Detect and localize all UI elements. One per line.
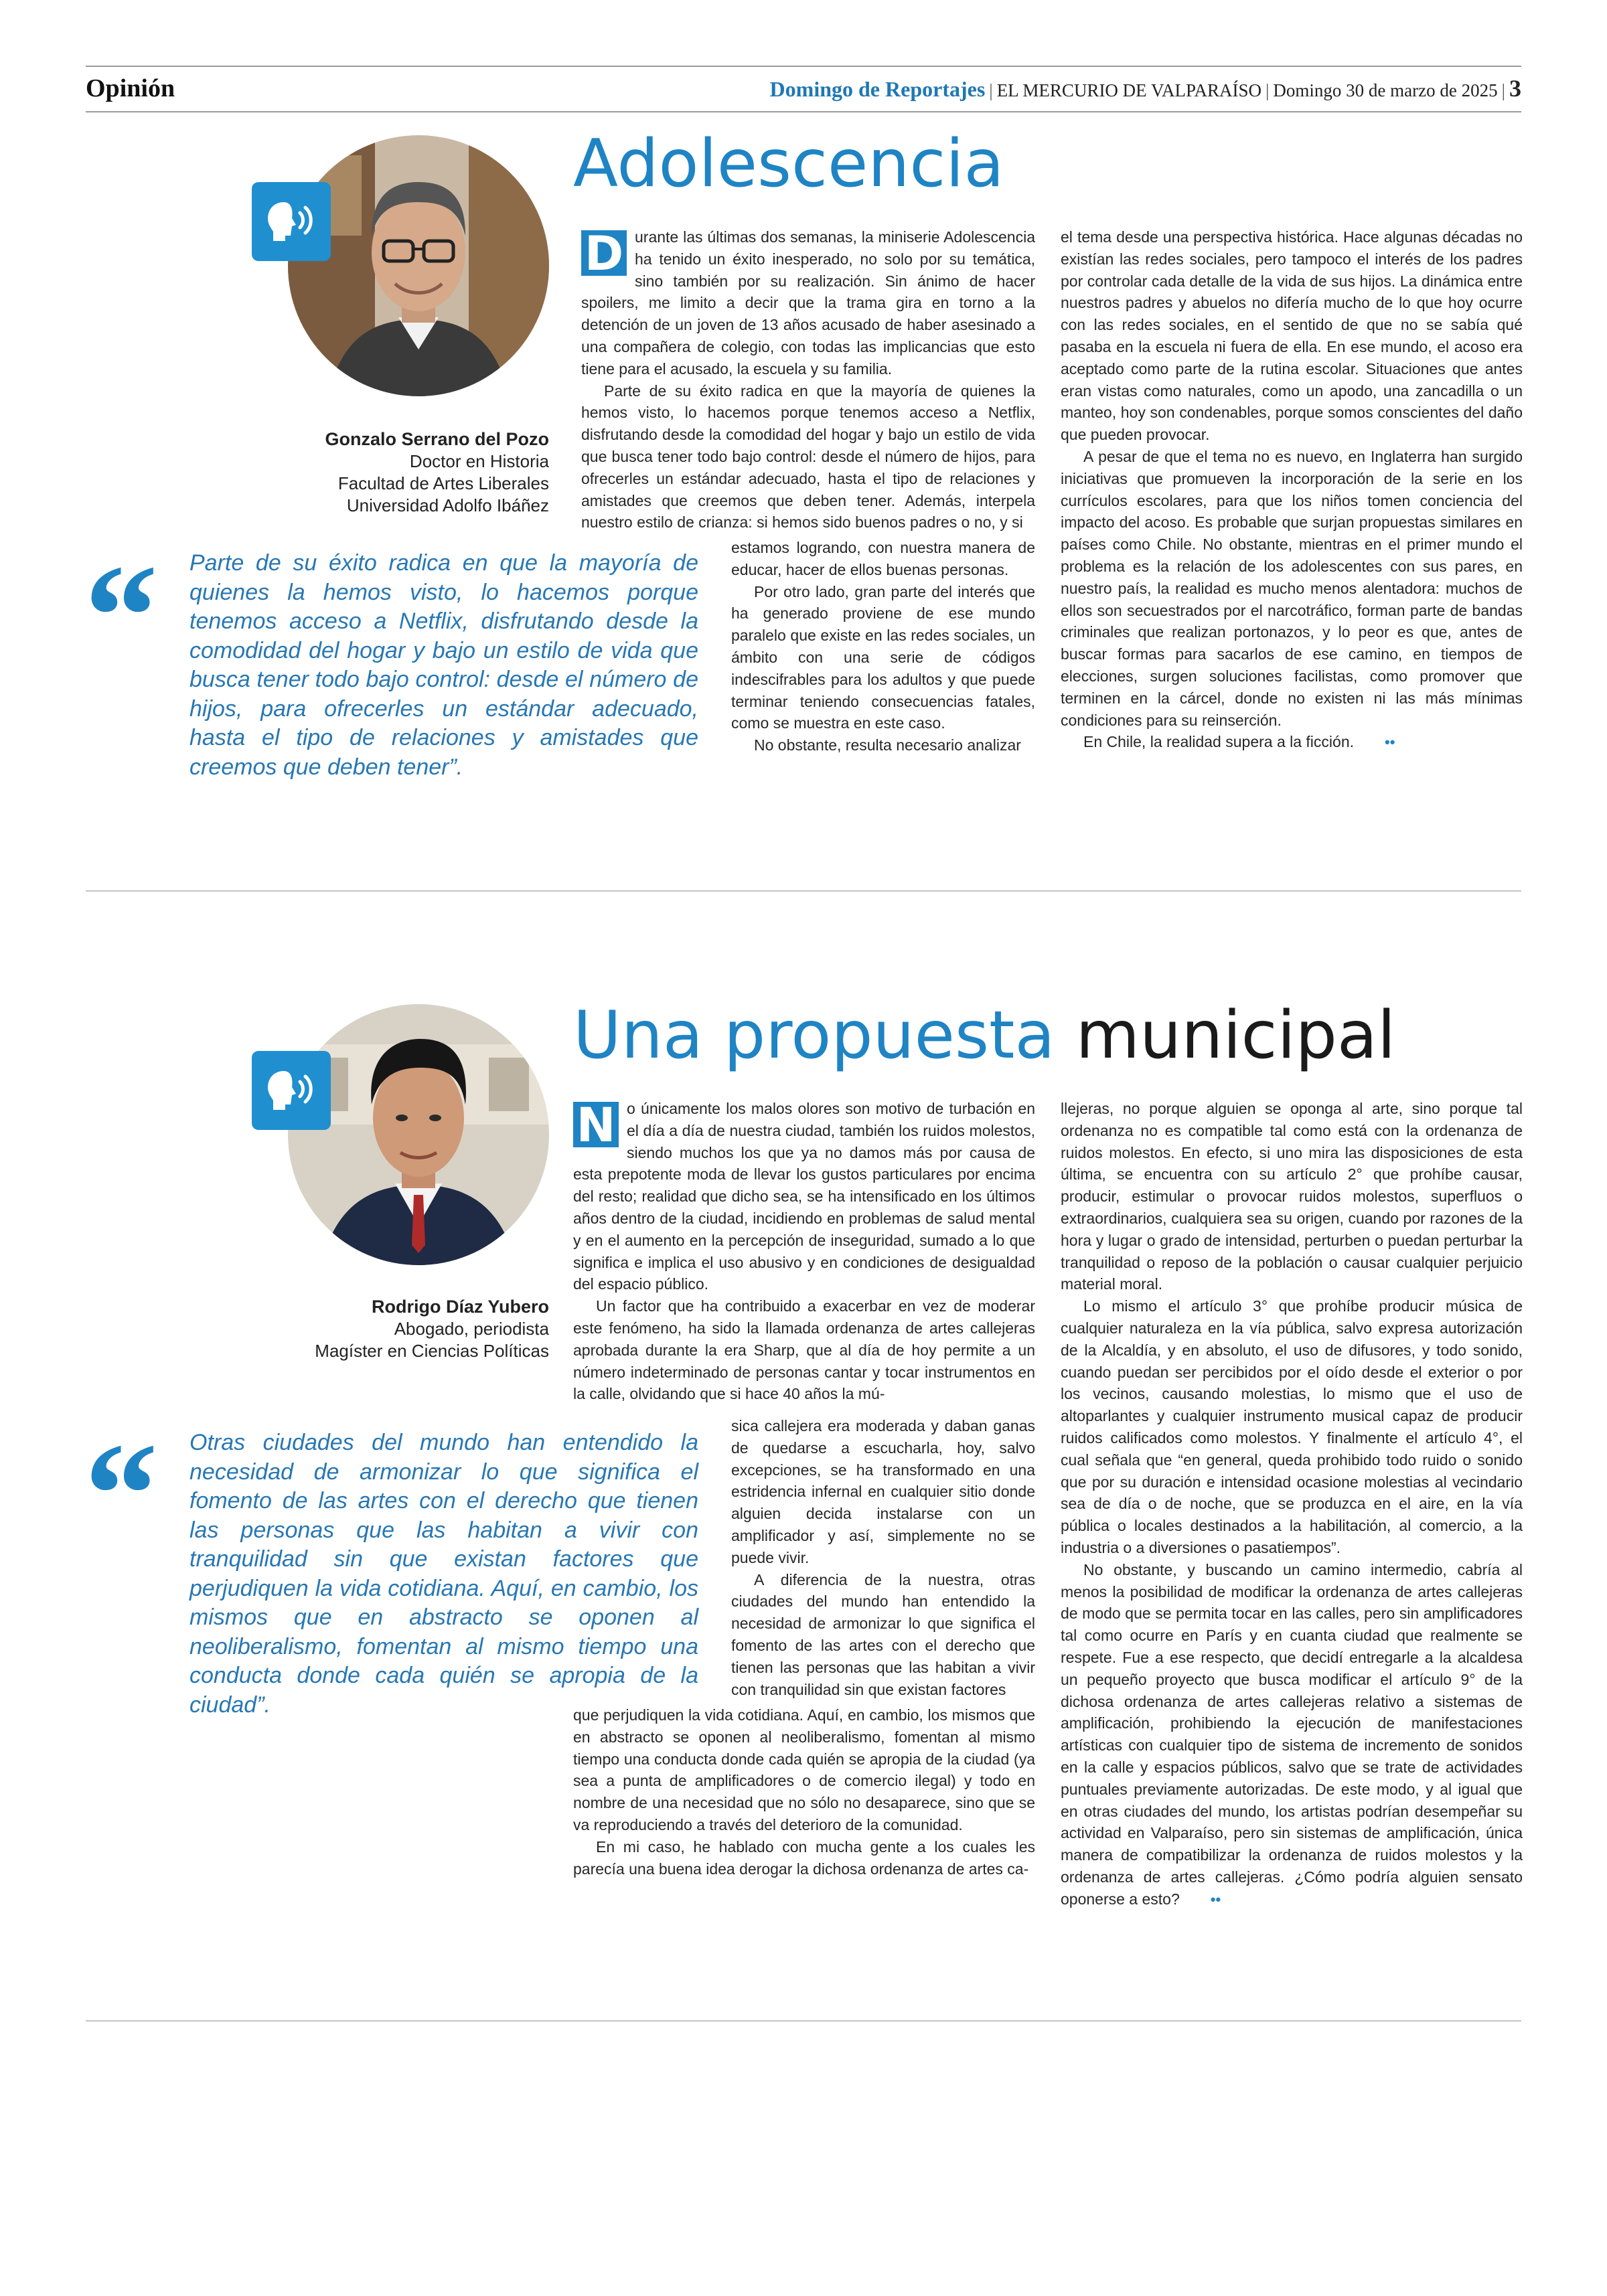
author-credential-2: Magíster en Ciencias Políticas	[315, 1341, 549, 1361]
author-photo	[288, 1004, 549, 1265]
paragraph: No obstante, y buscando un camino intermedio, cabría al menos la posibilidad de modificar la ordenanza de artes callejeras de modo que se permita tocar en las calles, pero sin amplificadores tal como ocurre en París y en cuanta ciudad que realmente se respete. Fue a ese respecto, que decidí entregarle a la alcaldesa un pequeño proyecto que busca modificar el artículo 9° de la dichosa ordenanza de artes callejeras relativo a sistemas de amplificación, prohibiendo la ejecución de manifestaciones artísticas con cualquier tipo de sistema de incremento de sonidos en la calle y espacios públicos, salvo que se trate de actividades puntuales previamente autorizadas. De este modo, y al igual que en otras ciudades del mundo, los artistas podrían desempeñar su actividad en Valparaíso, pero sin sistemas de amplificación, única manera de compatibilizar la ordenanza de ruidos molestos y la ordenanza de artes callejeras. ¿Cómo podría alguien sensato oponerse a esto? ••	[1061, 1559, 1523, 1911]
quote-mark-icon: “	[84, 1412, 158, 1576]
paragraph: o únicamente los malos olores son motivo de turbación en el día a día de nuestra ciudad, también los ruidos molestos, siendo muchos los que ya no damos más por causa de esta prepotente moda de llevar los gustos particulares por encima del resto; realidad que dicho sea, se ha intensificado en los últimos años dentro de la ciudad, incidiendo en problemas de salud mental y en el aumento en la percepción de inseguridad, sumado a lo que significa e implica el uso abusivo y en condiciones de desigualdad del espacio público.	[573, 1100, 1035, 1293]
issue-date: Domingo 30 de marzo de 2025	[1273, 80, 1498, 100]
paragraph: llejeras, no porque alguien se oponga al arte, sino porque tal ordenanza no es compatible tal como está con la ordenanza de ruidos molestos. En efecto, si uno mira las disposiciones de esta última, se encuentra con su artículo 2° que prohíbe causar, producir, estimular o provocar ruidos molestos, superfluos o extraordinarios, cualquiera sea su origen, cuando por razones de la hora y lugar o grado de intensidad, perturben o puedan perturbar la tranquilidad o reposo de la población o causar cualquier perjuicio material moral.	[1061, 1100, 1523, 1293]
article-column-1-middle	[731, 1415, 1035, 1700]
drop-cap: D	[581, 230, 627, 276]
paragraph: Un factor que ha contribuido a exacerbar en vez de moderar este fenómeno, ha sido la llamada ordenanza de artes callejeras aprobada durante la era Sharp, que al día de hoy permite a un número indeterminado de personas cantar y tocar instrumentos en la calle, olvidando que si hace 40 años la mú-	[573, 1297, 1035, 1403]
newspaper-name: EL MERCURIO DE VALPARAÍSO	[996, 80, 1261, 100]
supplement-name: Domingo de Reportajes	[769, 77, 986, 101]
paragraph: A diferencia de la nuestra, otras ciudades del mundo han entendido la necesidad de armonizar lo que significa el fomento de las artes con el derecho que tienen las personas que las habitan a vivir con tranquilidad sin que existan factores	[731, 1570, 1035, 1698]
drop-cap: N	[573, 1102, 619, 1147]
paragraph: En mi caso, he hablado con mucha gente a los cuales les parecía una buena idea derogar la dichosa ordenanza de artes ca-	[573, 1837, 1035, 1878]
paragraph: Parte de su éxito radica en que la mayoría de quienes la hemos visto, lo hacemos porque tenemos acceso a Netflix, disfrutando desde la comodidad del hogar y bajo un estilo de vida que busca tener todo bajo control: desde el número de hijos, para ofrecerles un estándar adecuado, hasta el tipo de relaciones y amistades que creemos que deben tener. Además, interpela nuestro estilo de crianza: si hemos sido buenos padres o no, y si	[581, 382, 1035, 531]
paragraph: el tema desde una perspectiva histórica. Hace algunas décadas no existían las redes sociales, pero tampoco el interés de los padres por controlar cada detalle de la vida de sus hijos. La dinámica entre nuestros padres y abuelos no difería mucho de lo que hoy ocurre con las redes sociales, en el sentido de que no se sabía qué pasaba en la escuela ni fuera de ella. En ese mundo, el acoso era aceptado como parte de la rutina escolar. Situaciones que antes eran vistas como naturales, como un apodo, una zancadilla o un manteo, hoy son condenables, porque somos conscientes del daño que pueden provocar.	[1061, 228, 1523, 444]
end-of-article-icon: ••	[1385, 734, 1395, 751]
header-bottom-rule	[86, 111, 1521, 112]
headline-accent: Adolescencia	[573, 126, 1004, 202]
quote-mark-icon: “	[84, 534, 158, 698]
headline-plain: municipal	[1075, 997, 1396, 1074]
pull-quote: Otras ciudades del mundo han entendido la necesidad de armonizar lo que significa el fomento de las artes con el derecho que tienen las personas que las habitan a vivir con tranquilidad sin que existan factores que perjudiquen la vida cotidiana. Aquí, en cambio, los mismos que en abstracto se oponen al neoliberalismo, fomentan al mismo tiempo una conducta donde cada quién se apropia de la ciudad”.	[189, 1430, 698, 1718]
voice-speaker-icon	[252, 182, 331, 261]
author-name: Gonzalo Serrano del Pozo	[325, 429, 549, 449]
article-column-1	[573, 1098, 1035, 1405]
article-column-1-lower	[731, 537, 1035, 756]
article-headline	[573, 999, 1395, 1072]
headline-accent: Una propuesta	[573, 997, 1055, 1074]
article-propuesta-municipal	[0, 991, 1607, 1995]
article-separator	[86, 890, 1521, 892]
article-column-2	[1061, 1098, 1523, 1910]
paragraph: En Chile, la realidad supera a la ficción. ••	[1061, 731, 1523, 754]
paragraph: urante las últimas dos semanas, la miniserie Adolescencia ha tenido un éxito inesperado, no solo por su temática, sino también por su realización. Sin ánimo de hacer spoilers, me limito a decir que la trama gira en torno a la detención de un joven de 13 años acusado de haber asesinado a una compañera de colegio, con todas las implicancias que esto tiene para el acusado, la escuela y su familia.	[581, 228, 1035, 378]
article-headline	[573, 127, 1004, 201]
article-column-2	[1061, 226, 1523, 754]
author-credential-3: Universidad Adolfo Ibáñez	[346, 495, 549, 515]
article-column-1	[581, 226, 1035, 534]
author-byline	[241, 1296, 549, 1362]
page-number: 3	[1509, 75, 1521, 102]
author-photo	[288, 135, 549, 396]
paragraph: que perjudiquen la vida cotidiana. Aquí, en cambio, los mismos que en abstracto se oponen al neoliberalismo, fomentan al mismo tiempo una conducta donde cada quién se apropia de la ciudad (ya sea a punta de amplificadores o de comercio ilegal) y todo en nombre de una necesidad que no sólo no desaparece, sino que se va reproduciendo a través del deterioro de la comunidad.	[573, 1706, 1035, 1833]
paragraph: Lo mismo el artículo 3° que prohíbe producir música de cualquier naturaleza en la vía pública, salvo expresa autorización de la Alcaldía, y en absoluto, el uso de difusores, y todo sonido, cuando puedan ser percibidos por el oído desde el exterior o por los vecinos, causando molestias, lo mismo que el uso de altoparlantes y cualquier instrumento musical capaz de producir ruidos calificados como molestos. Y finalmente el artículo 4°, el cual señala que “en general, queda prohibido todo ruido o sonido que por su duración e intensidad ocasione molestias al vecindario sea de día o de noche, que se produzca en el aire, en la vía pública o locales destinados a la habilitación, al comercio, a la industria o a diversiones o pasatiempos”.	[1061, 1297, 1523, 1556]
author-byline	[241, 428, 549, 517]
article-adolescencia	[0, 120, 1607, 890]
author-credential-2: Facultad de Artes Liberales	[337, 473, 549, 493]
paragraph: sica callejera era moderada y daban ganas de quedarse a escucharla, hoy, salvo excepciones, se ha transformado en una estridencia infernal en cualquier sitio donde alguien decida instalarse con un amplificador y así, simplemente no se puede vivir.	[731, 1417, 1035, 1566]
paragraph: Por otro lado, gran parte del interés que ha generado proviene de ese mundo paralelo que existe en las redes sociales, un ámbito con una serie de códigos indescifrables para los adultos y que puede terminar teniendo consecuencias fatales, como se muestra en este caso.	[731, 582, 1035, 732]
voice-speaker-icon	[252, 1051, 331, 1130]
author-credential-1: Abogado, periodista	[394, 1319, 549, 1339]
paragraph: estamos logrando, con nuestra manera de educar, hacer de ellos buenas personas.	[731, 539, 1035, 578]
pull-quote: Parte de su éxito radica en que la mayoría de quienes la hemos visto, lo hacemos porque tenemos acceso a Netflix, disfrutando desde la comodidad del hogar y bajo un estilo de vida que busca tener todo bajo control: desde el número de hijos, para ofrecerles un estándar adecuado, hasta el tipo de relaciones y amistades que creemos que deben tener”.	[189, 550, 698, 780]
author-name: Rodrigo Díaz Yubero	[371, 1297, 549, 1317]
paragraph: No obstante, resulta necesario analizar	[754, 736, 1021, 754]
section-label: Opinión	[86, 74, 175, 102]
author-credential-1: Doctor en Historia	[409, 451, 549, 471]
header-masthead: Domingo de Reportajes | EL MERCURIO DE VALPARAÍSO | Domingo 30 de marzo de 2025 | 3	[769, 75, 1521, 102]
end-of-article-icon: ••	[1210, 1890, 1221, 1908]
article-column-1-lower	[573, 1704, 1035, 1880]
paragraph: A pesar de que el tema no es nuevo, en Inglaterra han surgido iniciativas que promueven la incorporación de la serie en los currículos escolares, para que los niños tomen conciencia del impacto del acoso. Es probable que surjan propuestas similares en países como Chile. No obstante, mientras en el primer mundo el problema es la relación de los adolescentes con sus pares, en nuestro país, la realidad es mucho menos alentadora: muchos de ellos son secuestrados por el narcotráfico, forman parte de bandas criminales que realizan portonazos, y lo peor es que, antes de buscar formas para sacarlos de ese camino, en tiempos de elecciones, surgen soluciones facilistas, como promover que terminen en la cárcel, donde no existen ni las más mínimas condiciones para su reinserción.	[1061, 447, 1523, 729]
page-bottom-rule	[86, 2020, 1521, 2022]
